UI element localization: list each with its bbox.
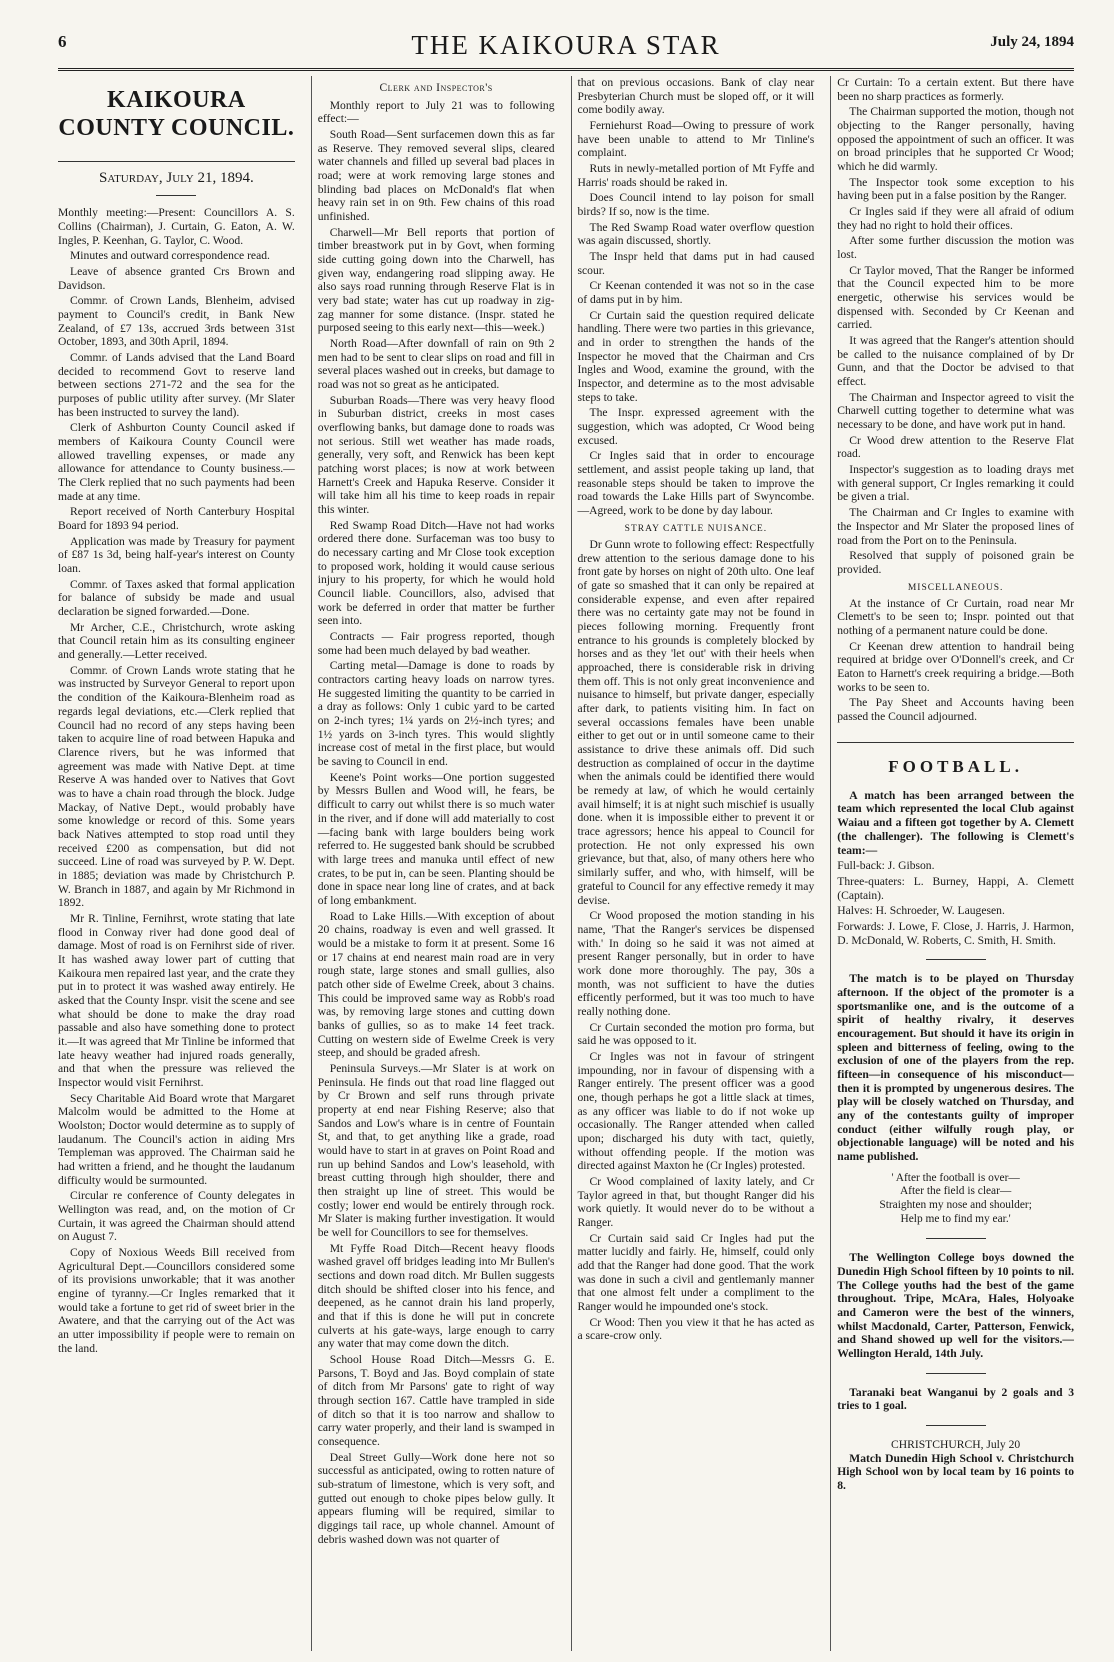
- paragraph: Carting metal—Damage is done to roads by contractors carting heavy loads on narrow tyres. He suggested limiting the quantity to be carried in a dray as follows: Only 1 cubic yard to be carted on 2-inch tyres; 1¼ yards on 2½-inch tyres; and 1½ yards on 3-inch tyres. This would slightly increase cost of metal in the first place, but would be saving to Council in end.: [317, 659, 555, 769]
- poem-line: Help me to find my ear.': [900, 1212, 1011, 1225]
- article-dateline: Saturday, July 21, 1894.: [58, 161, 295, 188]
- christchurch-note: Match Dunedin High School v. Christchurch High School won by local team by 16 points to 8.: [837, 1451, 1074, 1493]
- divider: [926, 959, 986, 960]
- divider: [156, 195, 196, 196]
- taranaki-note: Taranaki beat Wanganui by 2 goals and 3 tries to 1 goal.: [837, 1385, 1074, 1413]
- paragraph: Inspector's suggestion as to loading drays met with general support, Cr Ingles remarking it could be given a trial.: [837, 463, 1074, 504]
- paragraph: Ferniehurst Road—Owing to pressure of work have been unable to attend to Mr Tinline's complaint.: [577, 119, 815, 160]
- paragraph: School House Road Ditch—Messrs G. E. Parsons, T. Boyd and Jas. Boyd complain of state of ditch from Mr Parsons' gate to right of way through section 167. Cattle have trampled in side of ditch so that it is too narrow and shallow to carry water properly, and their land is swamped in consequence.: [317, 1353, 555, 1449]
- paragraph: that on previous occasions. Bank of clay near Presbyterian Church must be sloped off, or it will come bodily away.: [577, 76, 815, 117]
- paragraph: Charwell—Mr Bell reports that portion of timber breastwork put in by Govt, when forming side cutting going down into the Charwell, has given way, endangering road slipping away. He also says road running through Reserve Flat is in very bad state; water has cut up roadway in zig-zag manner for some distance. (Inspr. stated he purposed seeing to this early next—this—week.): [317, 225, 555, 335]
- newspaper-title: THE KAIKOURA STAR: [411, 30, 721, 60]
- paragraph: It was agreed that the Ranger's attention should be called to the nuisance complained of by Dr Gunn, and that the Doctor be advised to that effect.: [837, 334, 1074, 389]
- column-2: [311, 76, 561, 1651]
- paragraph: Report received of North Canterbury Hospital Board for 1893 94 period.: [58, 505, 295, 533]
- columns: [58, 76, 1074, 1651]
- team-line: Forwards: J. Lowe, F. Close, J. Harris, J. Harmon, D. McDonald, W. Roberts, C. Smith, H. Smith.: [837, 919, 1074, 947]
- paragraph: Commr. of Crown Lands wrote stating that he was instructed by Surveyor General to report upon the condition of the Kaikoura-Blenheim road as regards legal deviations, etc.—Clerk replied that Council had no record of any steps having been taken to acquire line of road between Hapuka and Clarence rivers, but he was informed that agreement was made with Native Dept. at time Reserve A was handed over to Natives that Govt was to have a chain road through the block. Judge Mackay, of Native Dept., would probably have some knowledge or record of this. Some years back Natives attempted to stop road until they received £200 as compensation, but did not succeed. Line of road was surveyed by P. W. Dept. in 1885; deviation was made by Christchurch P. W. Branch in 1887, and again by Mr Richmond in 1892.: [58, 663, 295, 910]
- section-subhead: Clerk and Inspector's: [379, 82, 493, 94]
- paragraph: Suburban Roads—There was very heavy flood in Suburban district, creeks in most cases overflowing banks, but damage done to roads was not serious. Still wet weather has made roads, generally, very soft, and Renwick has been kept patching worst places; is now at work between Harnett's Creek and Hapuka Reserve. Consider it will take him all his time to keep roads in repair this winter.: [317, 393, 555, 517]
- poem-line: ' After the football is over—: [891, 1171, 1020, 1184]
- team-line: Three-quaters: L. Burney, Happi, A. Clemett (Captain).: [837, 874, 1074, 902]
- paragraph: Cr Curtain seconded the motion pro forma, but said he was opposed to it.: [577, 1020, 815, 1048]
- christchurch-dateline: CHRISTCHURCH, July 20: [891, 1438, 1021, 1452]
- paragraph: Application was made by Treasury for payment of £87 1s 3d, being half-year's interest on County loan.: [58, 534, 295, 576]
- paragraph: Dr Gunn wrote to following effect: Respectfully drew attention to the serious damage done to his front gate by horses on night of 20th ulto. One leaf of gate so smashed that it can only be repaired at considerable expense, and even after repaired there was no certainty gate may not be found in pieces following morning. Frequently front entrance to his grounds is completely blocked by horses and as they 'let out' with their heels when approached, there is considerable risk in driving them off. This is not only great inconvenience and nuisance to himself, but private danger, especially after dark, to patients visiting him. In fact on several occassions females have been unable either to get out or in until someone came to their assistance to drive these animals off. Did such destruction as complained of occur in the daytime when the animals could be identified there would be remedy at law, of which he would certainly avail himself; it is at night such mischief is usually done. when it is impossible either to prevent it or trace agressors; hence his appeal to Council for protection. He not only expressed his own grievance, but that, also, of many others here who similarly suffer, and who, with himself, will be grateful to Council for any effective remedy it may devise.: [577, 538, 815, 907]
- paragraph: Commr. of Lands advised that the Land Board decided to recommend Govt to reserve land between sections 271-72 and the sea for the purposes of public utility after survey. (Mr Slater has been instructed to survey the land).: [58, 351, 295, 419]
- paragraph: Does Council intend to lay poison for small birds? If so, now is the time.: [577, 191, 815, 219]
- paragraph: The Chairman and Inspector agreed to visit the Charwell cutting together to determine what was necessary to be done, and have work put in hand.: [837, 390, 1074, 432]
- paragraph: South Road—Sent surfacemen down this as far as Reserve. They removed several slips, cleared water channels and filled up several bad places in road; were at work removing large stones and blinding bad places on McDonald's flat when heavy rain set in on 9th. Few chains of this road unfinished.: [317, 127, 555, 223]
- page-number: 6: [58, 32, 67, 51]
- paragraph: Minutes and outward correspondence read.: [70, 249, 270, 263]
- poem-line: Straighten my nose and shoulder;: [879, 1198, 1032, 1211]
- paragraph: The Chairman supported the motion, though not objecting to the Ranger personally, having opposed the appointment of such an officer. It was on broad principles that he supported Cr Wood; which he did warmly.: [837, 105, 1074, 174]
- column-1: [58, 76, 301, 1651]
- divider: [926, 1238, 986, 1239]
- paragraph: Leave of absence granted Crs Brown and Davidson.: [58, 265, 295, 292]
- paragraph: Secy Charitable Aid Board wrote that Margaret Malcolm would be admitted to the Home at Woolston; Doctor would determine as to supply of laudanum. The Council's action in aiding Mrs Templeman was approved. The Chairman said he had written a friend, and he thought the laudanum difficulty would be surmounted.: [58, 1091, 295, 1187]
- divider: [926, 1373, 986, 1374]
- paragraph: The Inspr. expressed agreement with the suggestion, which was adopted, Cr Wood being excused.: [577, 406, 815, 447]
- section-subhead: MISCELLANEOUS.: [907, 582, 1004, 593]
- paragraph: Contracts — Fair progress reported, though some had been much delayed by bad weather.: [317, 630, 555, 657]
- paragraph: Cr Keenan drew attention to handrail being required at bridge over O'Donnell's creek, and Cr Eaton to Harnett's creek requiring a bridge.—Both works to be seen to.: [837, 639, 1074, 694]
- paragraph: After some further discussion the motion was lost.: [837, 234, 1074, 262]
- paragraph: Red Swamp Road Ditch—Have not had works ordered there done. Surfaceman was too busy to do necessary carting and Mr Close took exception to proposed work, holding it would cause serious injury to his property, for which he would hold Council liable. Councillors, also, advised that work be deferred in order that matter be further seen into.: [317, 518, 555, 628]
- paragraph: Copy of Noxious Weeds Bill received from Agricultural Dept.—Councillors considered some of its provisions unworkable; that it was another engine of tyranny.—Cr Ingles remarked that it would take a fortune to get rid of sweet brier in the Awatere, and that the carrying out of the Act was an utter impossibility if people were to remain on the land.: [58, 1246, 295, 1355]
- paragraph: At the instance of Cr Curtain, road near Mr Clemett's to be seen to; Inspr. pointed out that nothing of a permanent nature could be done.: [837, 596, 1074, 638]
- column-1-body: [58, 206, 295, 1355]
- paragraph: Monthly meeting:—Present: Councillors A. S. Collins (Chairman), J. Curtain, G. Eaton, A. W. Ingles, P. Keenhan, G. Taylor, C. Wood.: [58, 206, 295, 247]
- paragraph: Clerk of Ashburton County Council asked if members of Kaikoura County Council were allowed travelling expenses, or made any allowance for attendance to County business.—The Clerk replied that no such payments had been made at any time.: [58, 421, 295, 503]
- paragraph: Mt Fyffe Road Ditch—Recent heavy floods washed gravel off bridges leading into Mr Bullen's sections and down road ditch. Mr Bullen suggests ditch should be shifted closer into his fence, and deepened, as he cannot drain his land properly, and that if this is done he will put in concrete culverts at his gate-ways, large enough to carry any water that may come down the ditch.: [317, 1241, 555, 1351]
- poem-line: After the field is clear—: [899, 1185, 1012, 1198]
- paragraph: The Inspr held that dams put in had caused scour.: [577, 250, 815, 277]
- paragraph: Road to Lake Hills.—With exception of about 20 chains, roadway is even and well grassed. It would be a mistake to form it at present. Some 16 or 17 chains at end nearest main road are in very rough state, large stones and small gullies, also patch other side of Ewelme Creek, about 3 chains. This could be improved same way as Robb's road was, by removing large stones and cutting down banks of gullies, so as to make 14 feet track. Cutting on western side of Ewelme Creek is very steep, and should be graded afresh.: [317, 909, 555, 1060]
- paragraph: Keene's Point works—One portion suggested by Messrs Bullen and Wood will, he fears, be difficult to carry out whilst there is so much water in the river, and if done will add materially to cost—facing bank with large boulders being work referred to. He suggested bank should be scrubbed with large trees and manuka until effect of new crates, to be put in, can be seen. Planting should be done in space near long line of crates, and at back of long embankment.: [317, 770, 555, 907]
- paragraph: The Inspector took some exception to his having been put in a false position by the Ranger.: [837, 175, 1074, 203]
- paragraph: The Chairman and Cr Ingles to examine with the Inspector and Mr Slater the proposed lines of road from the Port on to the Peninsula.: [837, 506, 1074, 547]
- paragraph: Cr Wood proposed the motion standing in his name, 'That the Ranger's services be dispensed with.' In doing so he said it was not aimed at present Ranger personally, but in order to have work done more thoroughly. The pay, 30s a month, was not sufficient to have the duties efficently performed, but it was too much to have really nothing done.: [577, 909, 815, 1018]
- paragraph: Mr Archer, C.E., Christchurch, wrote asking that Council retain him as its consulting engineer and generally.—Letter received.: [58, 620, 295, 662]
- paragraph: Cr Wood: Then you view it that he has acted as a scare-crow only.: [577, 1315, 815, 1343]
- paragraph: Cr Taylor moved, That the Ranger be informed that the Council expected him to be more energetic, otherwise his services would be dispensed with. Seconded by Cr Keenan and carried.: [837, 263, 1074, 332]
- paragraph: Deal Street Gully—Work done here not so successful as anticipated, owing to rotten nature of sub-stratum of limestone, which is very soft, and gutted out enough to choke pipes below gully. It appears fluming will be required, similar to diggings tail race, up whole channel. Amount of debris washed down was not quarter of: [317, 1450, 555, 1546]
- paragraph: Commr. of Taxes asked that formal application for balance of subsidy be made and usual declaration be signed forwarded.—Done.: [58, 577, 295, 619]
- paragraph: Commr. of Crown Lands, Blenheim, advised payment to Council's credit, in Bank New Zealand, of £7 13s, accrued 3rds between 31st October, 1893, and 30th April, 1894.: [58, 294, 295, 349]
- paragraph: Monthly report to July 21 was to following effect:—: [317, 98, 555, 126]
- paragraph: The Red Swamp Road water overflow question was again discussed, shortly.: [577, 220, 815, 248]
- paragraph: Cr Curtain: To a certain extent. But there have been no sharp practices as formerly.: [837, 76, 1074, 103]
- paragraph: The Pay Sheet and Accounts having been passed the Council adjourned.: [837, 696, 1074, 724]
- masthead: [58, 28, 1074, 71]
- paragraph: Cr Curtain said said Cr Ingles had put the matter lucidly and fairly. He, himself, could only add that the Ranger had done good. That the work was done in such a civil and gentlemanly manner that one almost felt under a compliment to the Ranger would he impounded one's stock.: [577, 1231, 815, 1313]
- paragraph: Mr R. Tinline, Fernihrst, wrote stating that late flood in Conway river had done good deal of damage. Most of road is on Fernihrst side of river. It has washed away lower part of cutting that Kaikoura men repaired last year, and the crate they put in to protect it was washed away entirely. He asked that the County Inspr. visit the scene and see what should be done to make the dray road passable and also have something done to protect it.—It was agreed that Mr Tinline be informed that late heavy weather had injured roads generally, and that when the pressure was relieved the Inspector would visit Fernihrst.: [58, 911, 295, 1089]
- column-4: [830, 76, 1074, 1651]
- paragraph: Cr Ingles said that in order to encourage settlement, and assist people taking up land, that reasonable steps should be taken to improve the road towards the Lake Hills part of Swyncombe.—Agreed, work to be done by day labour.: [577, 449, 815, 518]
- paragraph: Cr Wood drew attention to the Reserve Flat road.: [837, 433, 1074, 461]
- poem: [837, 1172, 1074, 1227]
- team-line: Halves: H. Schroeder, W. Laugesen.: [837, 904, 1005, 918]
- divider: [926, 1425, 986, 1426]
- match-note: The match is to be played on Thursday afternoon. If the object of the promoter is a sportsmanlike one, and is the outcome of a spirit of healthy rivalry, it deserves encouragement. But should it have its origin in spleen and bitterness of feeling, owing to the exclusion of one of the players from the rep. fifteen—in consequence of his misconduct—then it is prompted by ungenerous desires. The play will be closely watched on Thursday, and any of the contestants guilty of improper conduct (either wilfully rough play, or objectionable language) will be noted and his name published.: [837, 972, 1074, 1163]
- paragraph: North Road—After downfall of rain on 9th 2 men had to be sent to clear slips on road and fill in several places washed out in creeks, but damage to road was not so great as he anticipated.: [317, 336, 555, 391]
- football-heading: FOOTBALL.: [837, 742, 1074, 777]
- paragraph: Ruts in newly-metalled portion of Mt Fyffe and Harris' roads should be raked in.: [577, 162, 815, 189]
- football-intro: A match has been arranged between the team which represented the local Club against Waiau and a fifteen got together by A. Clemett (the challenger). The following is Clemett's team:—: [837, 788, 1074, 857]
- paragraph: Cr Wood complained of laxity lately, and Cr Taylor agreed in that, but thought Ranger did his work quietly. It would never do to be without a Ranger.: [577, 1174, 815, 1229]
- wellington-note: The Wellington College boys downed the Dunedin High School fifteen by 10 points to nil. The College youths had the best of the game throughout. Tripe, McAra, Hales, Holyoake and Cameron were the best of the winners, whilst Macdonald, Carter, Patterson, Fenwick, and Shand showed up well for the visitors.—Wellington Herald, 14th July.: [837, 1251, 1074, 1361]
- issue-date: July 24, 1894: [990, 34, 1074, 50]
- paragraph: Circular re conference of County delegates in Wellington was read, and, on the motion of Cr Curtain, it was agreed the Chairman should attend on August 7.: [58, 1189, 295, 1244]
- paragraph: Cr Keenan contended it was not so in the case of dams put in by him.: [577, 279, 815, 307]
- paragraph: Peninsula Surveys.—Mr Slater is at work on Peninsula. He finds out that road line flagged out by Cr Brown and self runs through private property at end near Fishing Reserve; also that Sandos and Low's whare is in centre of Fountain St, and that, to get anything like a grade, road would have to start in at graves on Point Road and run up behind Sandos and Low's leasehold, with breast cutting through high shoulder, there and then straight up line of street. This would be costly; lower end would be entirely through rock. Mr Slater is making further investigation. It would be well for Councillors to see for themselves.: [317, 1061, 555, 1239]
- paragraph: Cr Curtain said the question required delicate handling. There were two parties in this grievance, and in order to strengthen the hands of the Inspector he moved that the Chairman and Crs Ingles and Wood, examine the ground, with the Inspector, and determine as to the most advisable steps to take.: [577, 308, 815, 404]
- column-3: [571, 76, 821, 1651]
- section-subhead: STRAY CATTLE NUISANCE.: [624, 523, 768, 534]
- article-heading: KAIKOURA COUNTY COUNCIL.: [58, 87, 295, 142]
- paragraph: Cr Ingles was not in favour of stringent impounding, nor in favour of dispensing with a Ranger entirely. The present officer was a good one, though perhaps he got a little slack at times, as any officer was liable to do if not woke up occasionally. The Ranger attended when called upon; discharged his duty with tact, quietly, without offending people. If the motion was directed against Maxton he (Cr Ingles) protested.: [577, 1049, 815, 1173]
- team-line: Full-back: J. Gibson.: [837, 859, 935, 873]
- paragraph: Resolved that supply of poisoned grain be provided.: [837, 549, 1074, 576]
- paragraph: Cr Ingles said if they were all afraid of odium they had no right to hold their offices.: [837, 205, 1074, 232]
